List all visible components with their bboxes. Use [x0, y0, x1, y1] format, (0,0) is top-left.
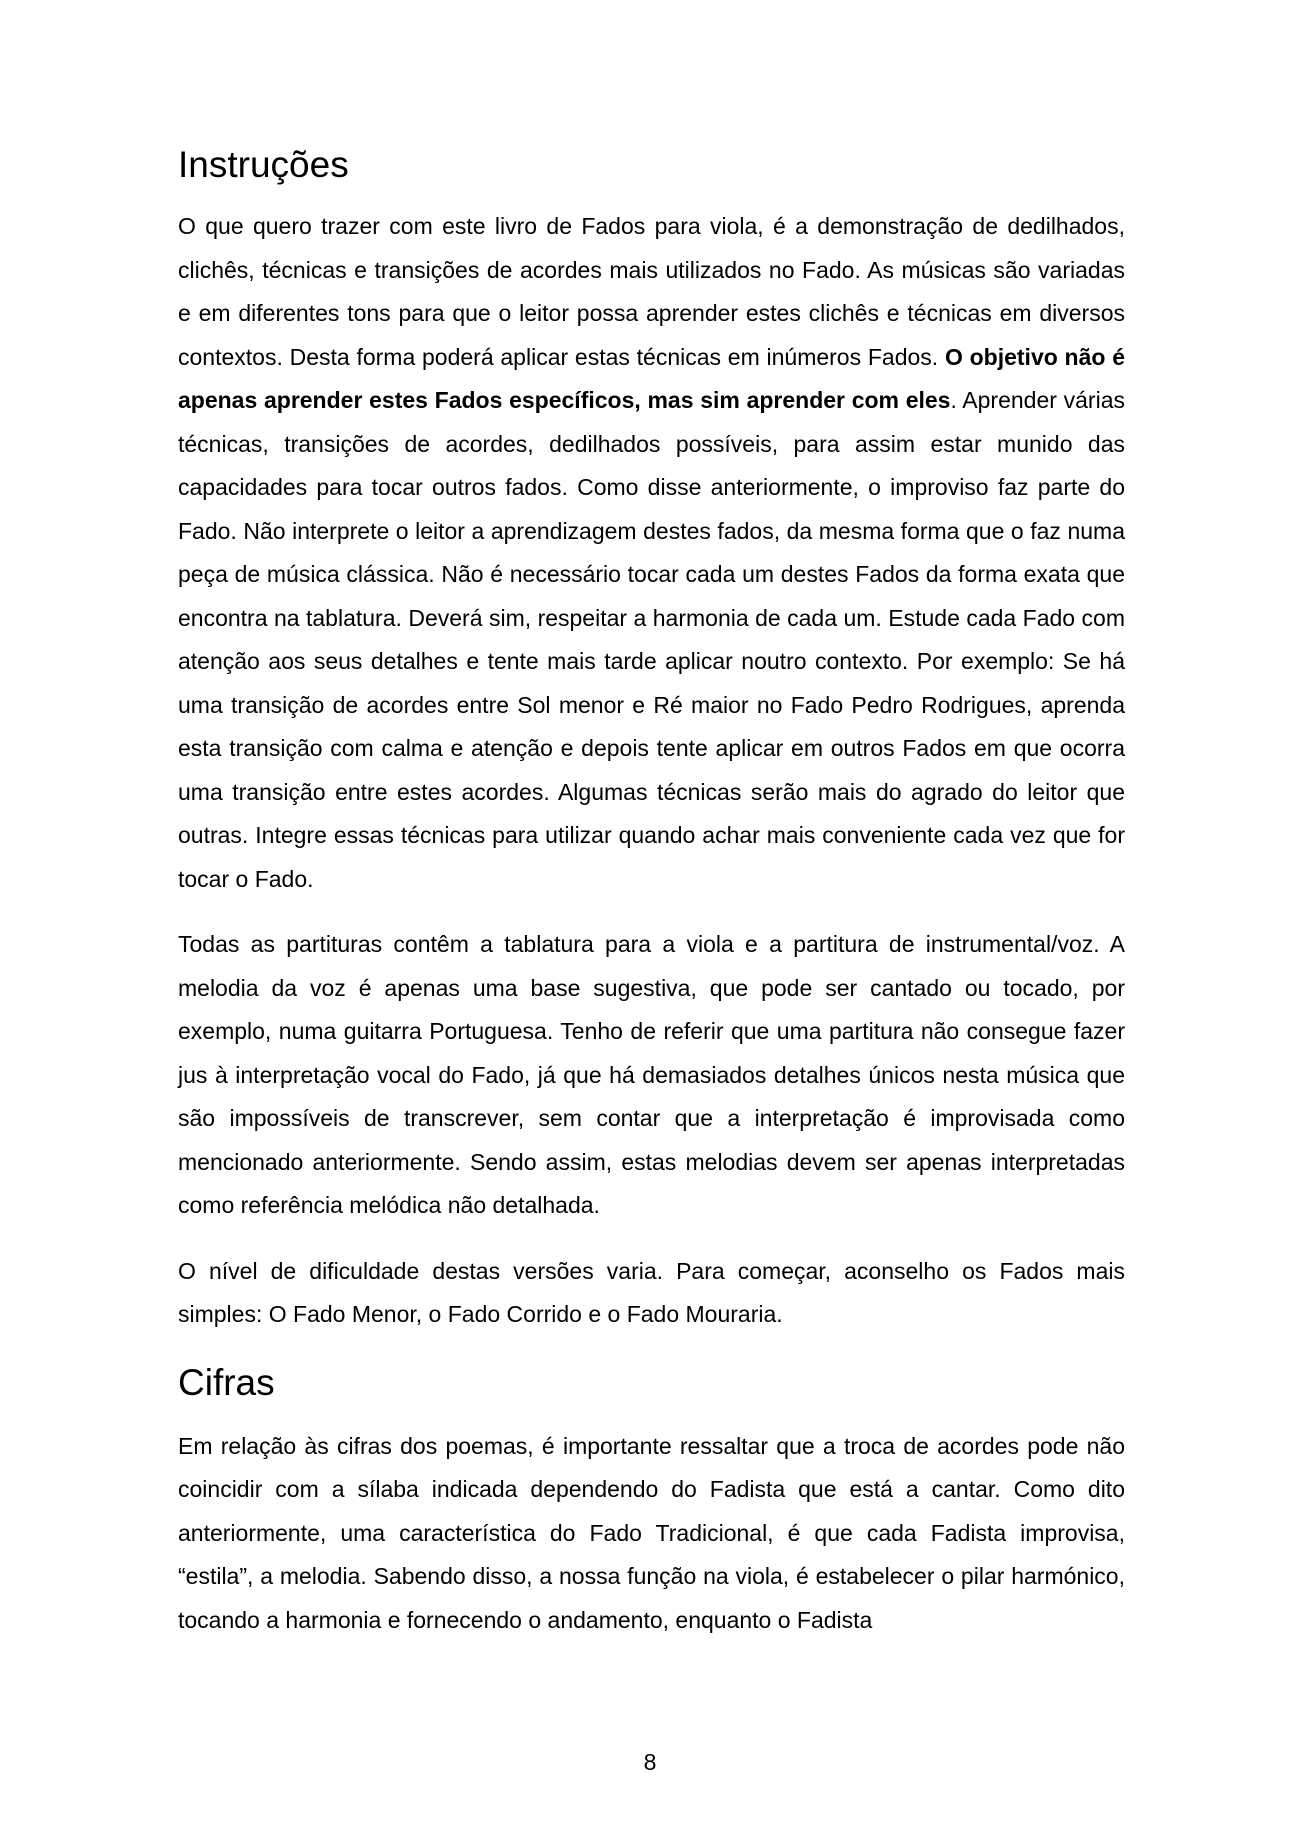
page-number: 8: [643, 1749, 657, 1775]
text-run: O que quero trazer com este livro de Fados para viola, é a demonstração de dedilhados, clichês, técnicas e transições de acordes mais utilizados no Fado. As músicas são variadas e em diferentes tons para que o leitor possa aprender estes clichês e técnicas em diversos contextos. Desta forma poderá aplicar estas técnicas em inúmeros Fados.: [178, 213, 1125, 370]
section-heading-cifras: Cifras: [178, 1361, 275, 1403]
document-content: [178, 0, 1125, 1642]
paragraph-intro: [178, 205, 1125, 901]
paragraph-cifras: Em relação às cifras dos poemas, é importante ressaltar que a troca de acordes pode não coincidir com a sílaba indicada dependendo do Fadista que está a cantar. Como dito anteriormente, uma característica do Fado Tradicional, é que cada Fadista improvisa, “estila”, a melodia. Sabendo disso, a nossa função na viola, é estabelecer o pilar harmónico, tocando a harmonia e fornecendo o andamento, enquanto o Fadista: [178, 1432, 1125, 1633]
text-run: . Aprender várias técnicas, transições de acordes, dedilhados possíveis, para assim estar munido das capacidades para tocar outros fados. Como disse anteriormente, o improviso faz parte do Fado. Não interprete o leitor a aprendizagem destes fados, da mesma forma que o faz numa peça de música clássica. Não é necessário tocar cada um destes Fados da forma exata que encontra na tablatura. Deverá sim, respeitar a harmonia de cada um. Estude cada Fado com atenção aos seus detalhes e tente mais tarde aplicar noutro contexto. Por exemplo: Se há uma transição de acordes entre Sol menor e Ré maior no Fado Pedro Rodrigues, aprenda esta transição com calma e atenção e depois tente aplicar em outros Fados em que ocorra uma transição entre estes acordes. Algumas técnicas serão mais do agrado do leitor que outras. Integre essas técnicas para utilizar quando achar mais conveniente cada vez que for tocar o Fado.: [178, 387, 1125, 892]
paragraph-partituras: Todas as partituras contêm a tablatura para a viola e a partitura de instrumental/voz. A melodia da voz é apenas uma base sugestiva, que pode ser cantado ou tocado, por exemplo, numa guitarra Portuguesa. Tenho de referir que uma partitura não consegue fazer jus à interpretação vocal do Fado, já que há demasiados detalhes únicos nesta música que são impossíveis de transcrever, sem contar que a interpretação é improvisada como mencionado anteriormente. Sendo assim, estas melodias devem ser apenas interpretadas como referência melódica não detalhada.: [178, 931, 1125, 1218]
section-heading-instrucoes: Instruções: [178, 144, 349, 185]
paragraph-dificuldade: O nível de dificuldade destas versões varia. Para começar, aconselho os Fados mais simples: O Fado Menor, o Fado Corrido e o Fado Mouraria.: [178, 1257, 1125, 1327]
text-run-bold: O objetivo não é apenas aprender estes Fados específicos, mas sim aprender com eles: [178, 343, 1125, 413]
